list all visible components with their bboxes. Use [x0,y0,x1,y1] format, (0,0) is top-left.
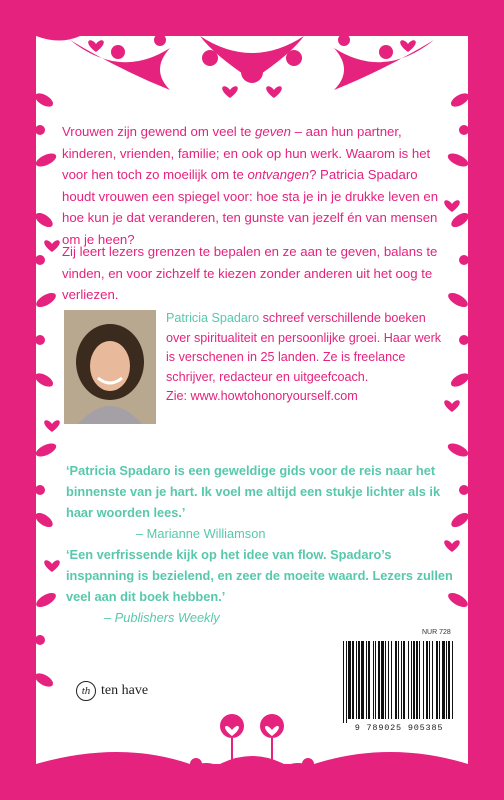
blurb-paragraph-1: Vrouwen zijn gewend om veel te geven – aan hun partner, kinderen, vrienden, familie; en ook op hun werk. Waarom is het voor hen toch zo moeilijk om te ontvangen? Patricia Spadaro houdt vrouwen een spiegel voor: hoe sta je in je drukke leven en hoe kun je dat veranderen, ten gunste van jezelf én van mensen om je heen? [62,124,439,247]
blurb-paragraph-2: Zij leert lezers grenzen te bepalen en ze aan te geven, balans te vinden, en voor zichzelf te kiezen zonder anderen uit het oog te verliezen. [62,244,438,303]
nur-code: NUR 728 [422,629,451,636]
barcode-icon [341,641,457,723]
author-photo [64,310,156,424]
review-quote-2: ‘Een verfrissende kijk op het idee van flow. Spadaro’s inspanning is bezielend, en zeer de moeite waard. Lezers zullen veel aan dit boek hebben.’ – Publishers Weekly [66,547,453,625]
review-quote-1: ‘Patricia Spadaro is een geweldige gids voor de reis naar het binnenste van je hart. Ik voel me altijd een stukje lichter als ik haar woorden lees.’ – Marianne Williamson [66,463,441,541]
publisher-logo: th ten have [76,681,148,701]
author-bio: Patricia Spadaro schreef verschillende boeken over spiritualiteit en persoonlijke groei. Haar werk is verschenen in 25 landen. Ze is freelance schrijver, redacteur en uitgeefcoach. Zie: www.howtohonoryourself.com [166,311,442,404]
isbn-number: 9 789025 905385 [354,723,444,733]
